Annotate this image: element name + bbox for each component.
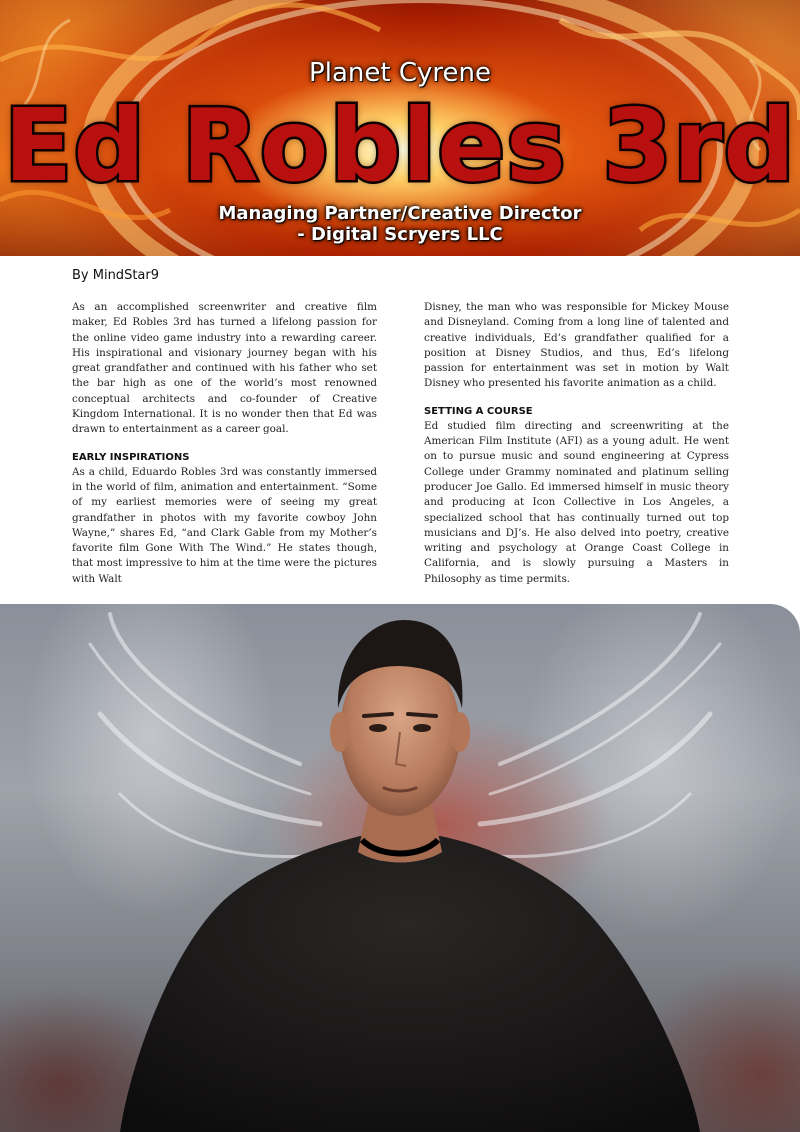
section-heading: SETTING A COURSE	[424, 405, 533, 417]
page-title: Ed Robles 3rd	[4, 87, 796, 204]
shirt	[120, 836, 700, 1132]
section-heading: EARLY INSPIRATIONS	[72, 451, 190, 463]
article-column-left	[72, 300, 377, 600]
paragraph: Disney, the man who was responsible for Mickey Mouse and Disneyland. Coming from a long line of talented and creative individuals, Ed’s grandfather qualified for a position at Disney Studios, and thus, Ed’s lifelong passion for entertainment was set in motion by Walt Disney who presented his favorite animation as a child.	[424, 301, 729, 390]
byline: By MindStar9	[72, 268, 159, 283]
subtitle-company: - Digital Scryers LLC	[297, 224, 503, 245]
portrait-illustration	[0, 604, 800, 1132]
magazine-kicker: Planet Cyrene	[309, 58, 491, 88]
subtitle	[200, 203, 600, 245]
header-banner	[0, 0, 800, 256]
portrait-photo	[0, 604, 800, 1132]
article-column-right	[424, 300, 729, 600]
subtitle-role: Managing Partner/Creative Director	[218, 203, 582, 224]
paragraph: Ed studied film directing and screenwriting at the American Film Institute (AFI) as a young adult. He went on to pursue music and sound engineering at Cypress College under Grammy nominated and platinum selling producer Joe Gallo. Ed immersed himself in music theory and producing at Icon Collective in Los Angeles, a specialized school that has continually turned out top musicians and DJ’s. He also delved into poetry, creative writing and psychology at Orange Coast College in California, and is slowly pursuing a Masters in Philosophy as time permits.	[424, 419, 729, 585]
paragraph: As an accomplished screenwriter and creative film maker, Ed Robles 3rd has turned a lifelong passion for the online video game industry into a rewarding career. His inspirational and visionary journey began with his great grandfather and continued with his father who set the bar high as one of the world’s most renowned conceptual architects and co-founder of Creative Kingdom International. It is no wonder then that Ed was drawn to entertainment as a career goal.	[72, 301, 377, 436]
paragraph: As a child, Eduardo Robles 3rd was constantly immersed in the world of film, animation and entertainment. “Some of my earliest memories were of seeing my great grandfather in photos with my favorite cowboy John Wayne,” shares Ed, “and Clark Gable from my Mother’s favorite film Gone With The Wind.” He states though, that most impressive to him at the time were the pictures with Walt	[72, 465, 377, 585]
